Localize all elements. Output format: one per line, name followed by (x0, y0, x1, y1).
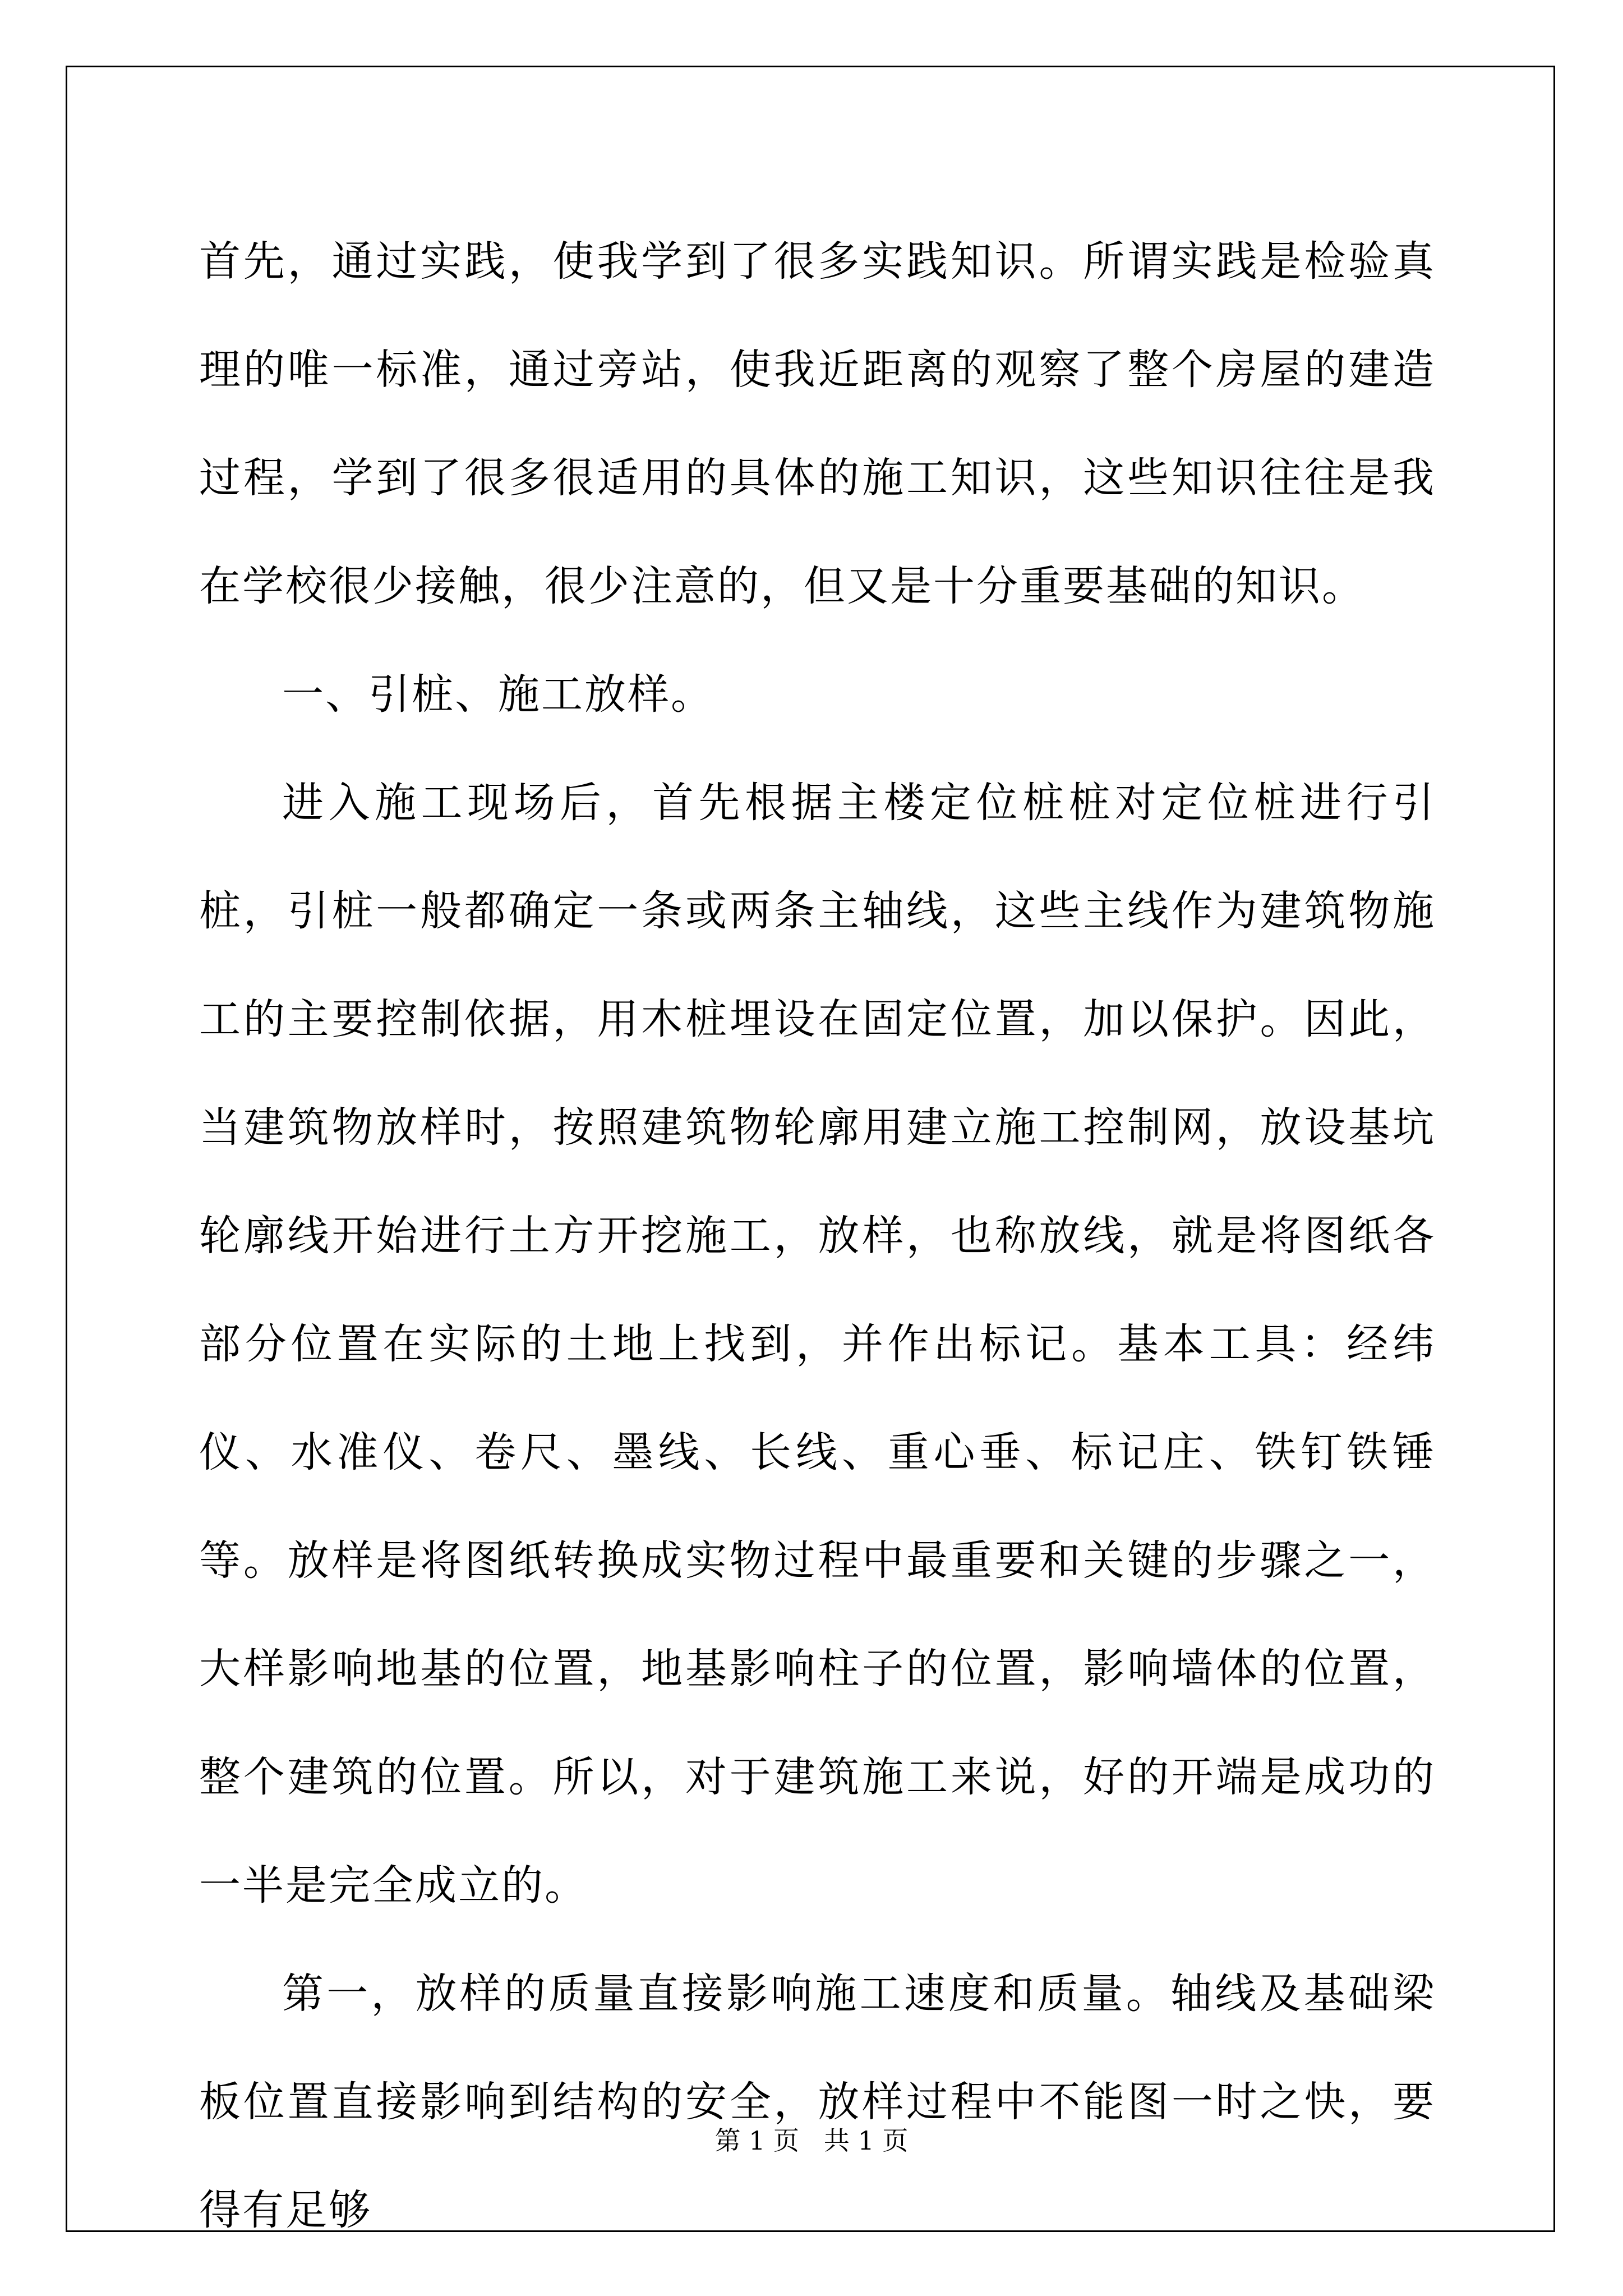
paragraph-1: 首先，通过实践，使我学到了很多实践知识。所谓实践是检验真理的唯一标准，通过旁站，使我近距离的观察了整个房屋的建造过程，学到了很多很适用的具体的施工知识，这些知识往往是我在学校很少接触，很少注意的，但又是十分重要基础的知识。 (199, 237, 1436, 610)
paragraph-2-heading: 一、引桩、施工放样。 (282, 670, 714, 719)
page-number-footer: 第 1 页 共 1 页 (714, 2125, 909, 2156)
document-body (199, 208, 1436, 2265)
paragraph-4: 第一，放样的质量直接影响施工速度和质量。轴线及基础梁板位置直接影响到结构的安全，放样过程中不能图一时之快，要得有足够 (199, 1970, 1436, 2234)
paragraph-3: 进入施工现场后，首先根据主楼定位桩桩对定位桩进行引桩，引桩一般都确定一条或两条主轴线，这些主线作为建筑物施工的主要控制依据，用木桩埋设在固定位置，加以保护。因此，当建筑物放样时，按照建筑物轮廓用建立施工控制网，放设基坑轮廓线开始进行土方开挖施工，放样，也称放线，就是将图纸各部分位置在实际的土地上找到，并作出标记。基本工具：经纬仪、水准仪、卷尺、墨线、长线、重心垂、标记庄、铁钉铁锤等。放样是将图纸转换成实物过程中最重要和关键的步骤之一，大样影响地基的位置，地基影响柱子的位置，影响墙体的位置，整个建筑的位置。所以，对于建筑施工来说，好的开端是成功的一半是完全成立的。 (199, 779, 1436, 1910)
